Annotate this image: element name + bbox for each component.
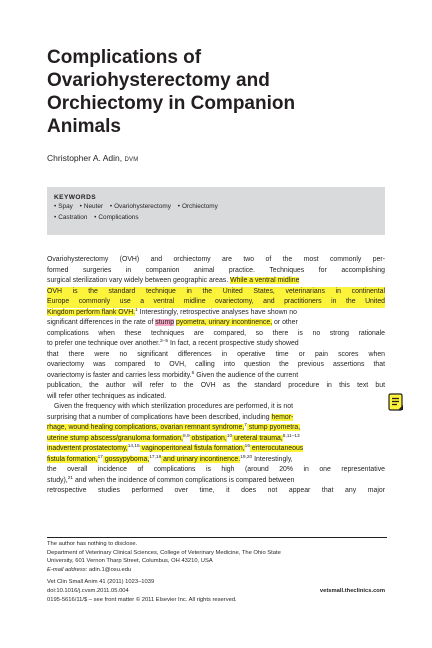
author-line — [47, 153, 138, 163]
doi-line — [47, 587, 387, 596]
bullet-icon: • — [54, 203, 57, 210]
highlight[interactable]: Europe commonly use a ventral midline ovariectomy, and practitioners in the United — [47, 297, 385, 308]
body-line — [47, 339, 385, 350]
highlight[interactable]: OVH is the standard technique in the United States, veterinarians in continental — [47, 287, 385, 298]
highlight[interactable]: fistula formation, — [47, 455, 98, 463]
page-footer — [47, 540, 387, 604]
citation-ref: 7 — [244, 423, 247, 428]
article-body — [47, 255, 385, 497]
title-line: Animals — [47, 116, 121, 137]
body-text: significant differences in the rate of — [47, 319, 156, 326]
body-text: surprising that a number of complications have been described, including — [47, 413, 272, 421]
citation-ref: 1 — [135, 307, 138, 313]
body-line — [47, 455, 385, 466]
title-line: Ovariohysterectomy and — [47, 70, 270, 91]
bullet-icon: • — [94, 214, 97, 221]
body-line — [47, 444, 385, 455]
citation-ref: 19,20 — [240, 454, 253, 460]
author-name: Christopher A. Adin, — [47, 153, 123, 163]
body-text: surgical sterilization vary widely between geographic areas. — [47, 277, 231, 284]
keywords-heading: KEYWORDS — [54, 194, 97, 201]
body-line — [47, 476, 385, 487]
highlight[interactable]: rhage, wound healing complications, ovarian remnant syndrome, — [47, 424, 245, 431]
body-line: retrospective studies performed over time, it does not appear that any major — [47, 487, 385, 494]
email-label: E-mail address: — [47, 566, 88, 573]
keyword: Orchiectomy — [181, 203, 218, 210]
email-line — [47, 566, 387, 575]
body-line: ovariectomy was compared to OVH, calling into question the previous assertions that — [47, 361, 385, 368]
citation-ref: 2–5 — [160, 339, 169, 344]
keyword: Spay — [58, 203, 73, 210]
website-link[interactable]: vetsmall.theclinics.com — [319, 587, 385, 594]
keywords-line — [54, 202, 378, 212]
body-line — [47, 434, 385, 445]
highlight[interactable]: stump pyometra, — [246, 424, 301, 431]
article-title — [47, 46, 387, 138]
body-line: the overall incidence of complications is high (around 20% in one representative — [47, 466, 385, 473]
body-line — [47, 318, 385, 329]
body-text: study), — [47, 476, 68, 484]
body-line: complications when these techniques are compared, so there is no strong rationale — [47, 329, 385, 337]
body-line — [47, 423, 385, 434]
bullet-icon: • — [109, 203, 113, 210]
body-text: Given the audience of the current — [194, 371, 299, 379]
bullet-icon: • — [79, 203, 82, 210]
affiliation-line: Department of Veterinary Clinical Sciences, College of Veterinary Medicine, The Ohio State — [47, 549, 281, 556]
keyword: Castration — [58, 214, 88, 221]
highlight[interactable]: and urinary incontinence. — [161, 455, 241, 463]
body-text: and when the incidence of common complications is compared between — [73, 476, 295, 484]
body-line — [47, 371, 385, 382]
body-line — [47, 308, 385, 319]
body-text: Interestingly, retrospective analyses have shown no — [137, 308, 297, 316]
keyword: Ovariohysterectomy — [114, 203, 171, 210]
highlight[interactable]: enterocutaneous — [250, 445, 304, 452]
keywords-line — [54, 213, 378, 223]
highlight[interactable]: vaginoperitoneal fistula formation, — [139, 445, 245, 452]
disclosure: The author has nothing to disclose. — [47, 541, 138, 547]
citation-ref: 16 — [244, 444, 250, 449]
body-line: will refer other techniques as indicated. — [47, 392, 167, 400]
highlight[interactable]: obstipation, — [189, 434, 227, 442]
body-line: Ovariohysterectomy (OVH) and orchiectomy are two of the most commonly per- — [47, 256, 385, 263]
author-degree: DVM — [124, 157, 139, 163]
citation-ref: 8,11–13 — [282, 433, 300, 439]
citation-ref: 6 — [191, 370, 195, 376]
highlight[interactable]: uterine stump abscess/granuloma formation, — [47, 434, 183, 442]
citation-ref: 10 — [226, 433, 233, 439]
title-line: Complications of — [47, 47, 202, 68]
body-text: or other — [272, 319, 298, 326]
bullet-icon: • — [54, 214, 57, 221]
highlight[interactable]: inadvertent prostatectomy, — [47, 445, 128, 452]
footer-divider — [47, 537, 387, 538]
citation-ref: 17,18 — [149, 454, 162, 460]
highlight[interactable]: gossypyboma, — [102, 455, 150, 463]
journal-citation: Vet Clin Small Anim 41 (2011) 1023–1039 — [47, 579, 155, 586]
body-text: In fact, a recent prospective study showed — [168, 340, 299, 347]
highlight-pink[interactable]: stump — [155, 319, 175, 326]
body-line: publication, the author will refer to the OVH as the standard procedure in this text but — [47, 382, 385, 389]
highlight[interactable]: pyometra, urinary incontinence, — [175, 319, 273, 326]
bullet-icon: • — [177, 203, 180, 210]
copyright-line: 0195-5616/11/$ – see front matter © 2011 Elsevier Inc. All rights reserved. — [47, 596, 237, 603]
affiliation-line: University, 601 Vernon Tharp Street, Columbus, OH 43210, USA — [47, 558, 213, 565]
citation-ref: 17 — [97, 454, 103, 460]
keywords-box — [47, 187, 385, 235]
highlight[interactable]: Kingdom perform flank OVH. — [47, 308, 136, 316]
title-line: Orchiectomy in Companion — [47, 93, 296, 114]
body-line: formed surgeries in companion animal practice. Techniques for accomplishing — [47, 266, 385, 274]
keyword: Complications — [98, 214, 139, 221]
body-line — [47, 276, 385, 287]
email-link[interactable]: adin.1@osu.edu — [87, 566, 132, 573]
citation-ref: 14,15 — [127, 444, 140, 449]
citation-ref: 21 — [67, 475, 74, 481]
body-line — [47, 413, 385, 424]
highlight[interactable]: ureteral trauma, — [232, 434, 283, 442]
note-icon[interactable] — [388, 393, 405, 412]
doi-link[interactable]: doi:10.1016/j.cvsm.2011.05.004 — [47, 587, 129, 594]
body-line: Given the frequency with which sterilization procedures are performed, it is not — [54, 403, 293, 410]
keyword: Neuter — [83, 203, 104, 210]
body-text: to prefer one technique over another. — [47, 340, 161, 347]
citation-ref: 8,9 — [182, 433, 190, 439]
highlight[interactable]: While a ventral midline — [230, 277, 300, 284]
body-text: ovariectomy is faster and carries less morbidity. — [47, 371, 192, 379]
highlight[interactable]: hemor- — [271, 413, 294, 421]
body-text: Interestingly, — [252, 455, 293, 463]
body-line: that there were no significant differences in operative time or pain scores when — [47, 350, 385, 358]
